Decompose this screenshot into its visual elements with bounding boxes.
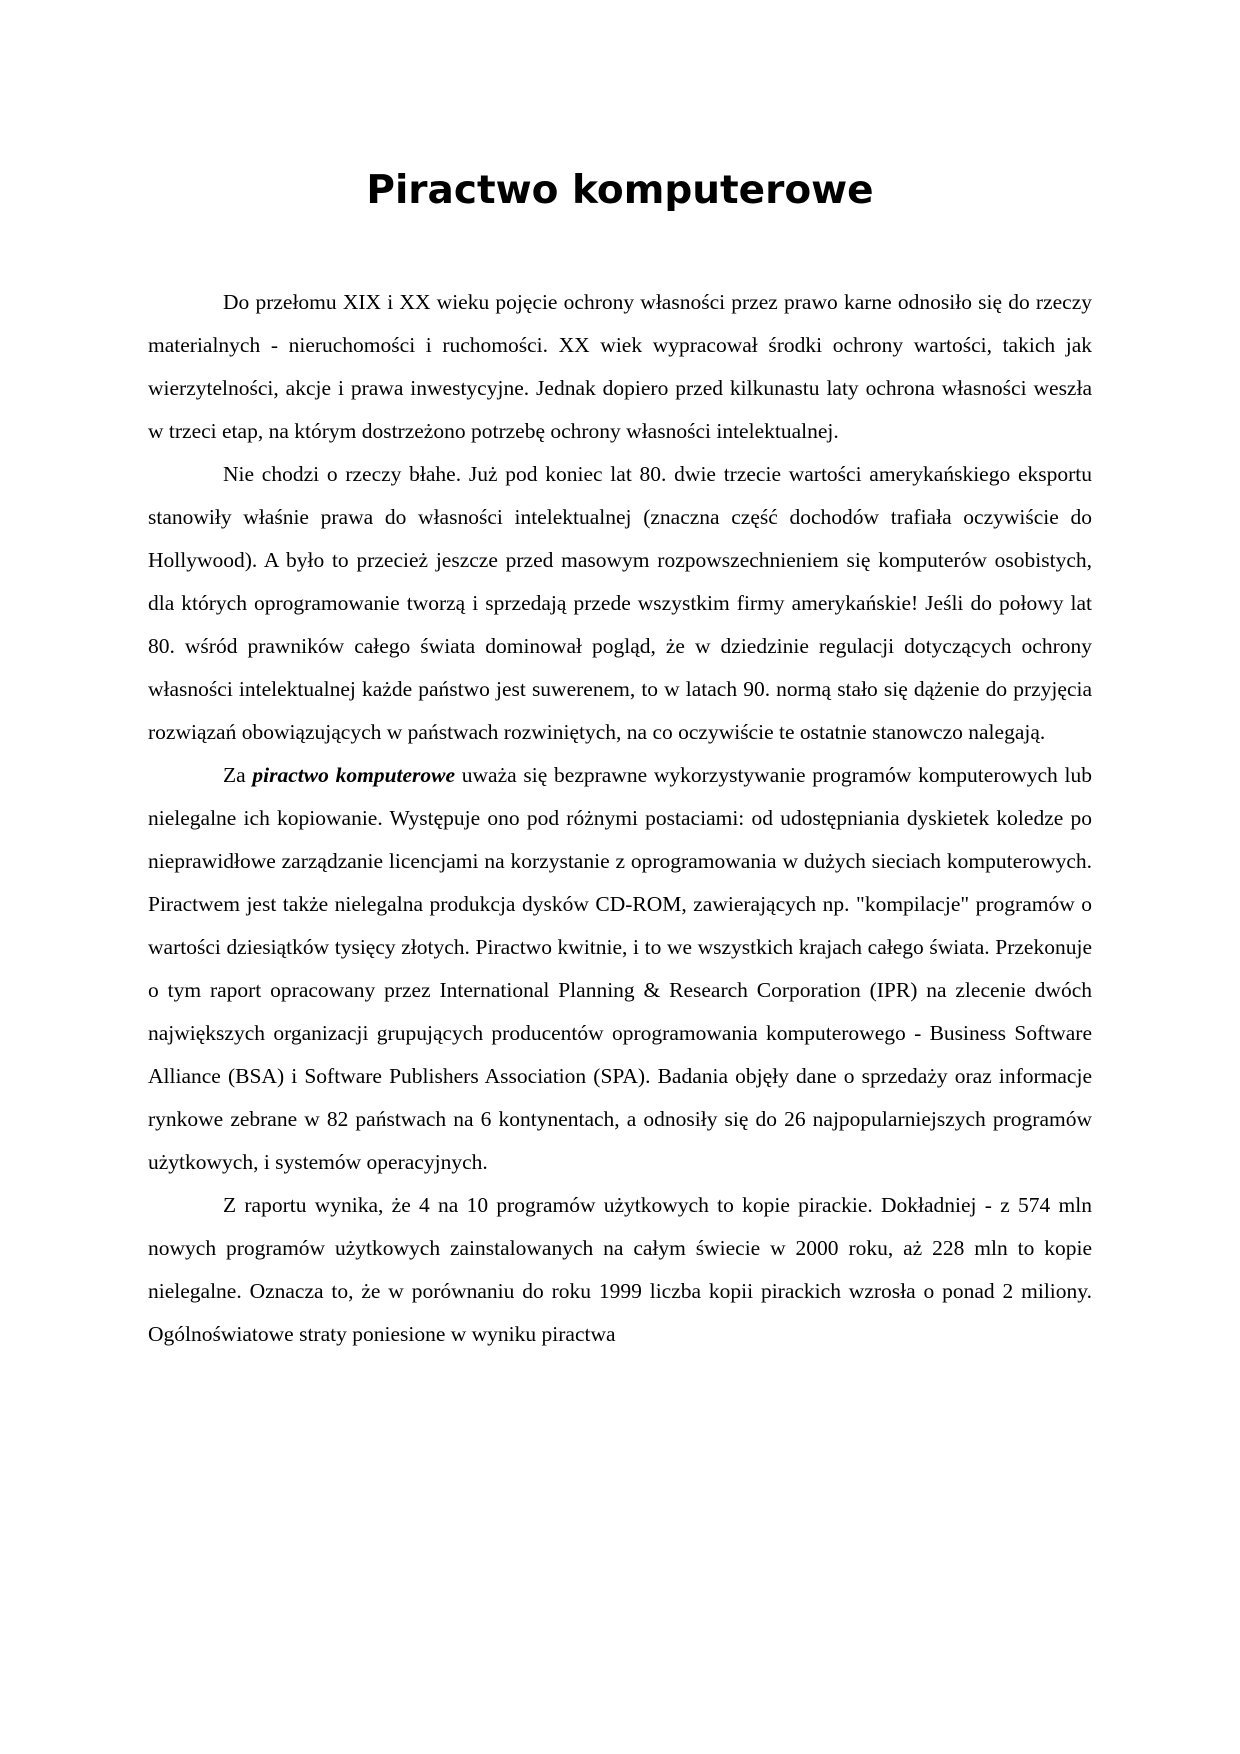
paragraph-3 — [148, 754, 1092, 1184]
document-title: Piractwo komputerowe — [366, 168, 874, 213]
paragraph-4: Z raportu wynika, że 4 na 10 programów użytkowych to kopie pirackie. Dokładniej - z 574 mln nowych programów użytkowych zainstalowanych na całym świecie w 2000 roku, aż 228 mln to kopie nielegalne. Oznacza to, że w porównaniu do roku 1999 liczba kopii pirackich wzrosła o ponad 2 miliony. Ogólnoświatowe straty poniesione w wyniku piractwa — [148, 1193, 1092, 1346]
defined-term: piractwo komputerowe — [252, 763, 456, 787]
paragraph-2: Nie chodzi o rzeczy błahe. Już pod koniec lat 80. dwie trzecie wartości amerykańskiego eksportu stanowiły właśnie prawa do własności intelektualnej (znaczna część dochodów trafiała oczywiście do Hollywood). A było to przecież jeszcze przed masowym rozpowszechnieniem się komputerów osobistych, dla których oprogramowanie tworzą i sprzedają przede wszystkim firmy amerykańskie! Jeśli do połowy lat 80. wśród prawników całego świata dominował pogląd, że w dziedzinie regulacji dotyczących ochrony własności intelektualnej każde państwo jest suwerenem, to w latach 90. normą stało się dążenie do przyjęcia rozwiązań obowiązujących w państwach rozwiniętych, na co oczywiście te ostatnie stanowczo nalegają. — [148, 462, 1092, 744]
paragraph-1: Do przełomu XIX i XX wieku pojęcie ochrony własności przez prawo karne odnosiło się do rzeczy materialnych - nieruchomości i ruchomości. XX wiek wypracował środki ochrony wartości, takich jak wierzytelności, akcje i prawa inwestycyjne. Jednak dopiero przed kilkunastu laty ochrona własności weszła w trzeci etap, na którym dostrzeżono potrzebę ochrony własności intelektualnej. — [148, 290, 1092, 443]
document-body — [148, 281, 1092, 1356]
paragraph-3-text: uważa się bezprawne wykorzystywanie programów komputerowych lub nielegalne ich kopiowanie. Występuje ono pod różnymi postaciami: od udostępniania dyskietek koledze po nieprawidłowe zarządzanie licencjami na korzystanie z oprogramowania w dużych sieciach komputerowych. Piractwem jest także nielegalna produkcja dysków CD-ROM, zawierających np. "kompilacje" programów o wartości dziesiątków tysięcy złotych. Piractwo kwitnie, i to we wszystkich krajach całego świata. Przekonuje o tym raport opracowany przez International Planning & Research Corporation (IPR) na zlecenie dwóch największych organizacji grupujących producentów oprogramowania komputerowego - Business Software Alliance (BSA) i Software Publishers Association (SPA). Badania objęły dane o sprzedaży oraz informacje rynkowe zebrane w 82 państwach na 6 kontynentach, a odnosiły się do 26 najpopularniejszych programów użytkowych, i systemów operacyjnych. — [148, 763, 1092, 1174]
paragraph-3-lead: Za — [223, 763, 246, 787]
